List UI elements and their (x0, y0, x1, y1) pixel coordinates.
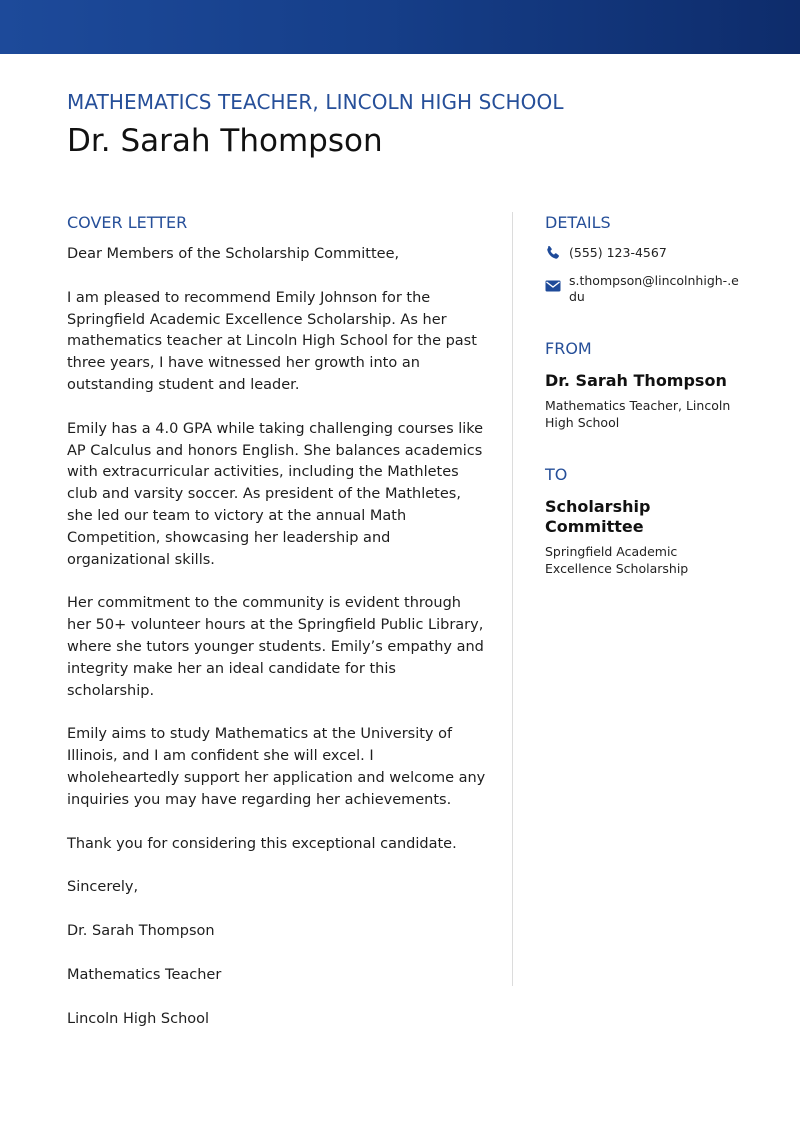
from-role: Mathematics Teacher, Lincoln High School (545, 398, 731, 430)
to-section (545, 465, 745, 577)
letter-paragraph: Emily aims to study Mathematics at the University of Illinois, and I am confident she will excel. I wholeheartedly support her application and welcome any inquiries you may have regarding her achievements. (67, 726, 486, 808)
to-name: Scholarship Committee (545, 497, 651, 536)
cover-letter-section (67, 213, 487, 1053)
job-title: MATHEMATICS TEACHER, LINCOLN HIGH SCHOOL (67, 90, 564, 114)
letter-paragraph: Emily has a 4.0 GPA while taking challenging courses like AP Calculus and honors English. She balances academics with extracurricular activities, including the Mathletes club and varsity soccer. As president of the Mathletes, she led our team to victory at the annual Math Competition, showcasing her leadership and organizational skills. (67, 420, 484, 568)
from-name: Dr. Sarah Thompson (545, 371, 727, 390)
letter-thanks: Thank you for considering this exceptional candidate. (67, 835, 457, 852)
details-heading: DETAILS (545, 213, 611, 232)
header-band (0, 0, 800, 54)
email-row (545, 273, 745, 305)
email-address[interactable]: s.thompson@lincolnhigh-.edu (569, 273, 739, 304)
from-section (545, 339, 745, 431)
phone-row (545, 245, 745, 261)
envelope-icon (545, 278, 561, 294)
page-header (67, 90, 747, 159)
column-divider (512, 212, 513, 986)
letter-body (67, 244, 487, 1031)
author-name: Dr. Sarah Thompson (67, 123, 383, 159)
letter-paragraph: I am pleased to recommend Emily Johnson for the Springfield Academic Excellence Scholarship. As her mathematics teacher at Lincoln High School for the past three years, I have witnessed her growth into an outstanding student and leader. (67, 289, 477, 393)
details-section (545, 213, 745, 305)
from-heading: FROM (545, 339, 592, 358)
phone-number[interactable]: (555) 123-4567 (569, 245, 667, 260)
letter-salutation: Dear Members of the Scholarship Committee, (67, 246, 400, 262)
signature-title: Mathematics Teacher (67, 966, 222, 983)
letter-closing: Sincerely, (67, 879, 139, 896)
to-heading: TO (545, 465, 568, 484)
cover-letter-heading: COVER LETTER (67, 213, 188, 232)
phone-icon (545, 245, 561, 261)
letter-paragraph: Her commitment to the community is evident through her 50+ volunteer hours at the Springfield Public Library, where she tutors younger students. Emily’s empathy and integrity make her an ideal candidate for this scholarship. (67, 595, 484, 699)
signature-name: Dr. Sarah Thompson (67, 923, 215, 940)
signature-school: Lincoln High School (67, 1010, 210, 1027)
sidebar (545, 213, 745, 577)
to-role: Springfield Academic Excellence Scholarship (545, 544, 689, 576)
